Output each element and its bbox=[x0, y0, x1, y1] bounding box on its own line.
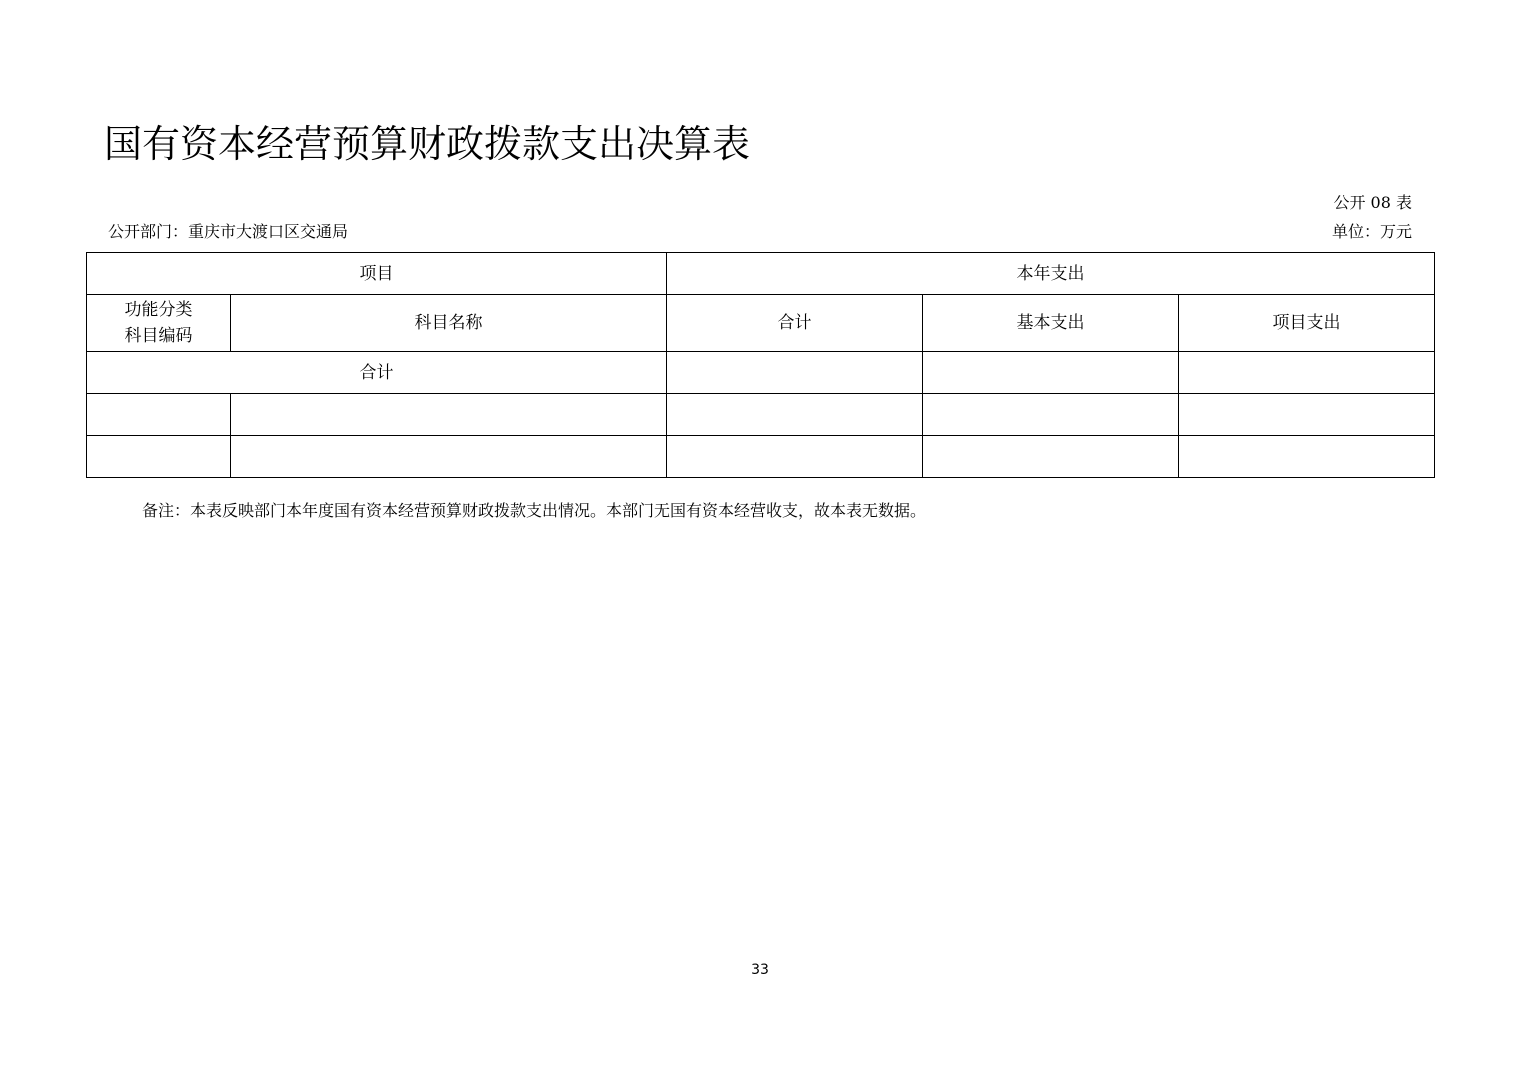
row-code bbox=[87, 394, 231, 436]
row-name bbox=[231, 394, 667, 436]
table-row bbox=[87, 394, 1435, 436]
table-number: 公开 08 表 bbox=[1333, 193, 1412, 212]
column-header-basic: 基本支出 bbox=[923, 295, 1179, 352]
total-row-project bbox=[1179, 352, 1435, 394]
row-total bbox=[667, 436, 923, 478]
row-total bbox=[667, 394, 923, 436]
header-current-year: 本年支出 bbox=[667, 253, 1435, 295]
column-header-project: 项目支出 bbox=[1179, 295, 1435, 352]
header-row-2 bbox=[87, 295, 1435, 352]
row-basic bbox=[923, 394, 1179, 436]
table-note: 备注：本表反映部门本年度国有资本经营预算财政拨款支出情况。本部门无国有资本经营收支，故本表无数据。 bbox=[142, 501, 927, 520]
header-project: 项目 bbox=[87, 253, 667, 295]
row-project bbox=[1179, 436, 1435, 478]
column-header-code bbox=[87, 295, 231, 352]
header-row-1 bbox=[87, 253, 1435, 295]
page-number: 33 bbox=[751, 962, 769, 978]
department-label: 公开部门：重庆市大渡口区交通局 bbox=[108, 222, 349, 241]
row-name bbox=[231, 436, 667, 478]
total-row-label: 合计 bbox=[87, 352, 667, 394]
unit-label: 单位：万元 bbox=[1331, 222, 1412, 241]
expenditure-table bbox=[86, 252, 1435, 478]
total-row-total bbox=[667, 352, 923, 394]
total-row-basic bbox=[923, 352, 1179, 394]
code-header-line2: 科目编码 bbox=[124, 326, 193, 346]
total-row bbox=[87, 352, 1435, 394]
table-row bbox=[87, 436, 1435, 478]
code-header-line1: 功能分类 bbox=[124, 300, 193, 320]
row-project bbox=[1179, 394, 1435, 436]
page-title: 国有资本经营预算财政拨款支出决算表 bbox=[104, 122, 751, 166]
column-header-total: 合计 bbox=[667, 295, 923, 352]
row-code bbox=[87, 436, 231, 478]
row-basic bbox=[923, 436, 1179, 478]
column-header-name: 科目名称 bbox=[231, 295, 667, 352]
